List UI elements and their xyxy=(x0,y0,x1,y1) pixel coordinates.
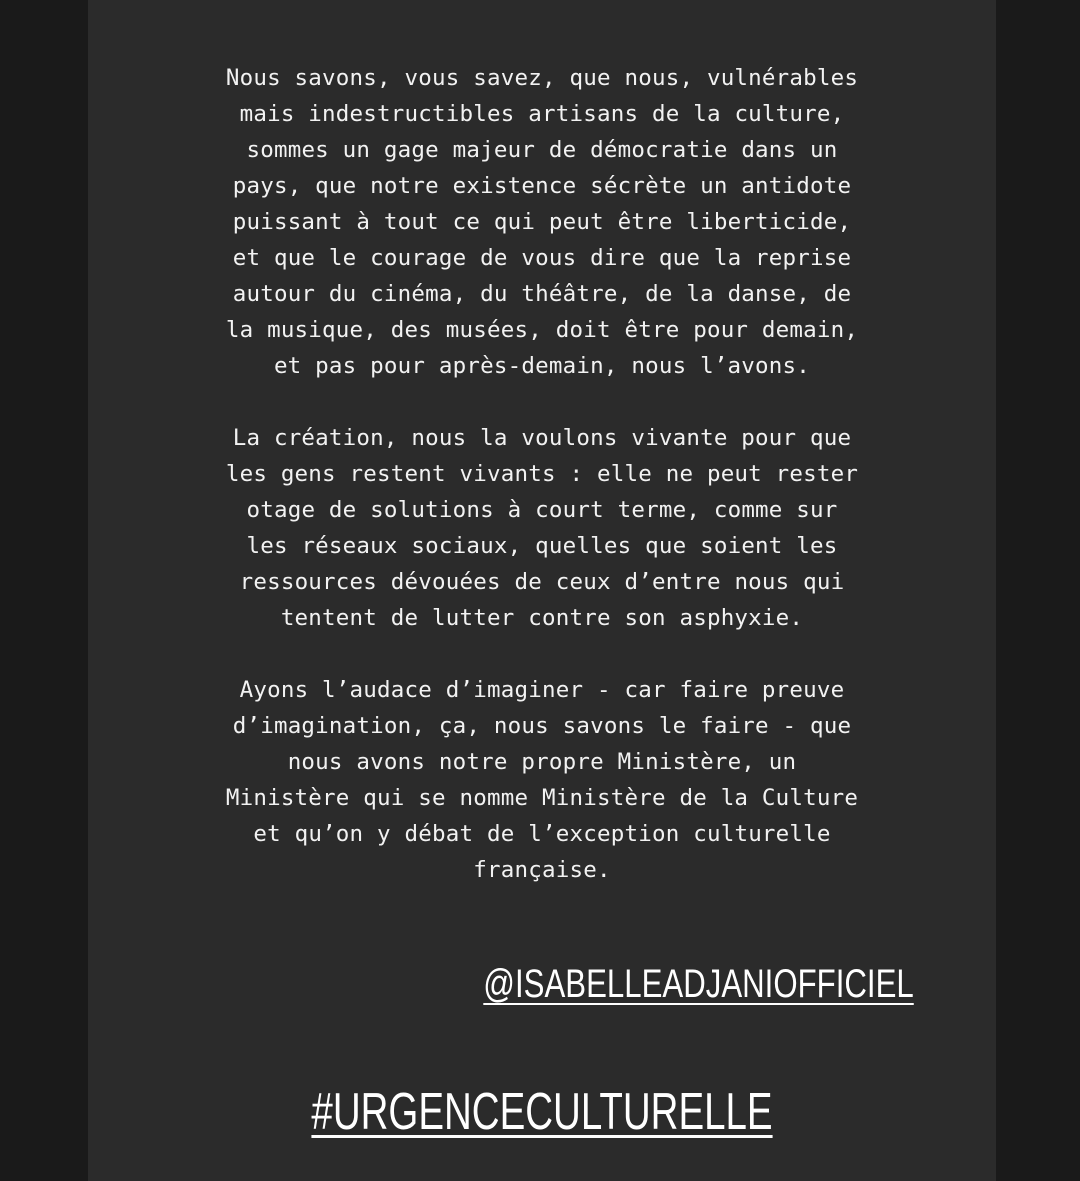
story-paragraph-2: La création, nous la voulons vivante pour que les gens restent vivants : elle ne peut rester otage de solutions à court terme, comme sur les réseaux sociaux, quelles que soient les ressources dévouées de ceux d’entre nous qui tentent de lutter contre son asphyxie. xyxy=(225,425,859,631)
mention-sticker[interactable]: @ISABELLEADJANIOFFICIEL xyxy=(483,962,914,1006)
story-paragraph-1: Nous savons, vous savez, que nous, vulnérables mais indestructibles artisans de la culture, sommes un gage majeur de démocratie dans un pays, que notre existence sécrète un antidote puissant à tout ce qui peut être liberticide, et que le courage de vous dire que la reprise autour du cinéma, du théâtre, de la danse, de la musique, des musées, doit être pour demain, et pas pour après-demain, nous l’avons. xyxy=(225,65,859,379)
hashtag-sticker[interactable]: #URGENCECULTURELLE xyxy=(311,1083,773,1141)
story-card xyxy=(88,0,996,1181)
story-paragraph-3: Ayons l’audace d’imaginer - car faire preuve d’imagination, ça, nous savons le faire - que nous avons notre propre Ministère, un Ministère qui se nomme Ministère de la Culture et qu’on y débat de l’exception culturelle française. xyxy=(225,677,859,883)
